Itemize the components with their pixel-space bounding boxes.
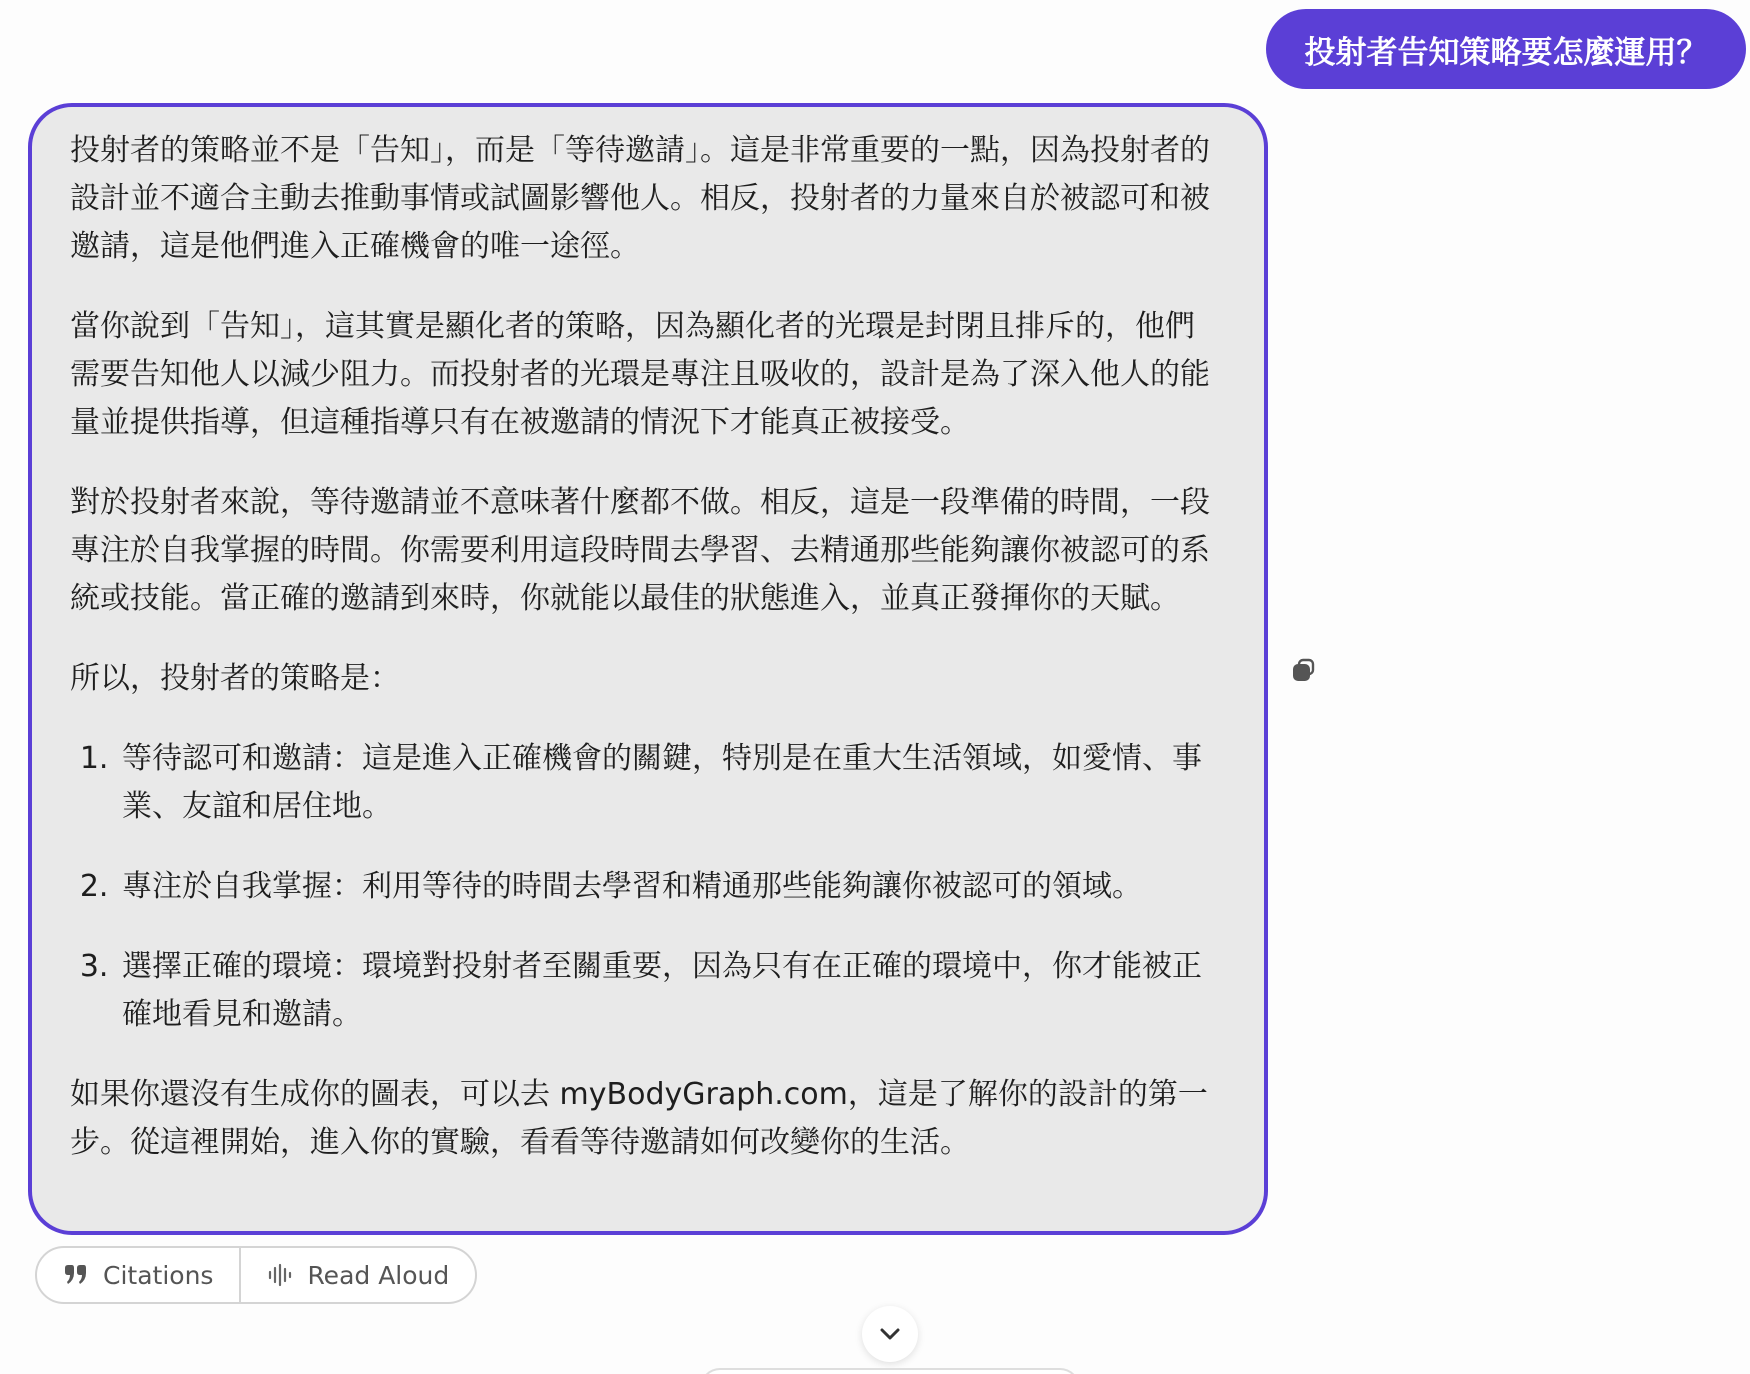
read-aloud-button[interactable] [239,1248,475,1302]
list-item: 1. 等待認可和邀請：這是進入正確機會的關鍵，特別是在重大生活領域，如愛情、事業、友誼和居住地。 [118,735,1224,831]
waveform-icon [267,1263,293,1287]
strategy-list [70,735,1224,1039]
scroll-down-button[interactable] [862,1306,918,1362]
message-paragraph: 對於投射者來說，等待邀請並不意味著什麼都不做。相反，這是一段準備的時間，一段專注於自我掌握的時間。你需要利用這段時間去學習、去精通那些能夠讓你被認可的系統或技能。當正確的邀請到來時，你就能以最佳的狀態進入，並真正發揮你的天賦。 [70,485,1210,616]
closing-paragraph: 如果你還沒有生成你的圖表，可以去 myBodyGraph.com，這是了解你的設計的第一步。從這裡開始，進入你的實驗，看看等待邀請如何改變你的生活。 [70,1077,1208,1160]
copy-icon [1290,656,1318,684]
assistant-message [28,103,1268,1235]
list-item: 3. 選擇正確的環境：環境對投射者至關重要，因為只有在正確的環境中，你才能被正確地看見和邀請。 [118,943,1224,1039]
read-aloud-label: Read Aloud [307,1260,450,1290]
quote-icon [63,1264,89,1286]
copy-button[interactable] [1290,656,1318,684]
message-actions [35,1246,477,1304]
citations-label: Citations [103,1260,214,1290]
composer-input-edge[interactable] [700,1368,1080,1374]
user-message: 投射者告知策略要怎麼運用？ [1266,9,1746,89]
message-paragraph: 當你說到「告知」，這其實是顯化者的策略，因為顯化者的光環是封閉且排斥的，他們需要告知他人以減少阻力。而投射者的光環是專注且吸收的，設計是為了深入他人的能量並提供指導，但這種指導只有在被邀請的情況下才能真正被接受。 [70,309,1210,440]
list-item: 2. 專注於自我掌握：利用等待的時間去學習和精通那些能夠讓你被認可的領域。 [118,863,1224,911]
chevron-down-icon [879,1327,901,1341]
citations-button[interactable] [37,1248,239,1302]
message-paragraph: 投射者的策略並不是「告知」，而是「等待邀請」。這是非常重要的一點，因為投射者的設計並不適合主動去推動事情或試圖影響他人。相反，投射者的力量來自於被認可和被邀請，這是他們進入正確機會的唯一途徑。 [70,133,1210,264]
message-paragraph: 所以，投射者的策略是： [70,661,400,696]
